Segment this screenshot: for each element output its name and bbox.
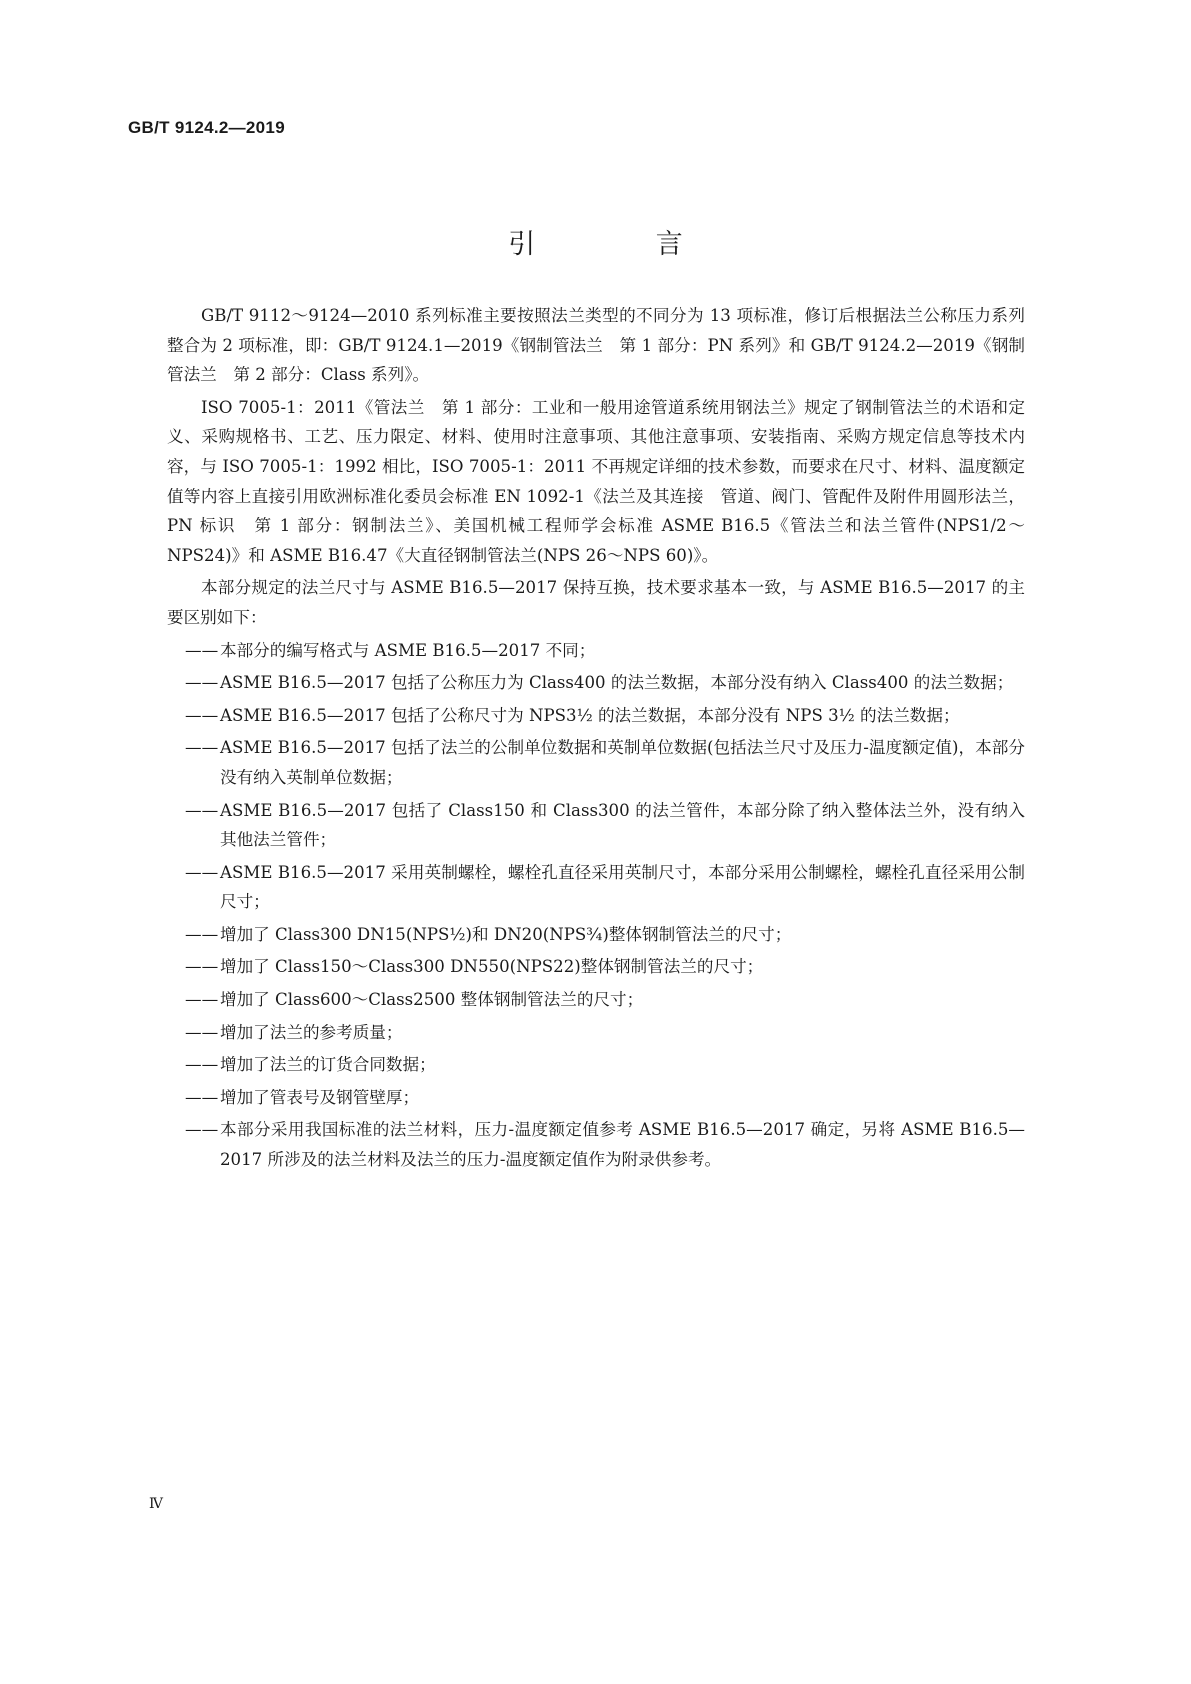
paragraph-series-overview: GB/T 9112～9124—2010 系列标准主要按照法兰类型的不同分为 13 项标准，修订后根据法兰公称压力系列整合为 2 项标准，即：GB/T 9124.1—2019《钢制管法兰 第 1 部分：PN 系列》和 GB/T 9124.2—2019《钢制管法兰 第 2 部分：Class 系列》。 <box>167 306 1025 385</box>
list-item-text: 增加了 Class300 DN15(NPS½)和 DN20(NPS¾)整体钢制管法兰的尺寸； <box>220 924 792 944</box>
dash-marker: —— <box>185 990 219 1010</box>
list-item-text: ASME B16.5—2017 包括了 Class150 和 Class300 的法兰管件，本部分除了纳入整体法兰外，没有纳入其他法兰管件； <box>220 800 1025 850</box>
list-item <box>167 1018 1025 1048</box>
list-item <box>167 858 1025 917</box>
document-code: GB/T 9124.2—2019 <box>128 118 285 137</box>
dash-marker: —— <box>185 738 219 758</box>
differences-list <box>167 636 1025 1175</box>
document-body <box>167 301 1025 1178</box>
list-item <box>167 636 1025 666</box>
list-item-text: 增加了管表号及钢管壁厚； <box>220 1087 420 1107</box>
page-number: Ⅳ <box>149 1496 163 1512</box>
list-item <box>167 733 1025 792</box>
list-item-text: 增加了法兰的参考质量； <box>220 1022 403 1042</box>
dash-marker: —— <box>185 673 219 693</box>
page-title: 引 言 <box>508 229 739 260</box>
list-item-text: 本部分的编写格式与 ASME B16.5—2017 不同； <box>220 640 596 660</box>
list-item <box>167 1083 1025 1113</box>
dash-marker: —— <box>185 1055 219 1075</box>
dash-marker: —— <box>185 1120 219 1140</box>
dash-marker: —— <box>185 705 219 725</box>
list-item <box>167 1115 1025 1174</box>
list-item <box>167 952 1025 982</box>
list-item <box>167 985 1025 1015</box>
dash-marker: —— <box>185 1022 219 1042</box>
dash-marker: —— <box>185 924 219 944</box>
dash-marker: —— <box>185 800 219 820</box>
dash-marker: —— <box>185 957 219 977</box>
dash-marker: —— <box>185 862 219 882</box>
list-item <box>167 1050 1025 1080</box>
dash-marker: —— <box>185 640 219 660</box>
list-item-text: 本部分采用我国标准的法兰材料，压力-温度额定值参考 ASME B16.5—2017 确定，另将 ASME B16.5—2017 所涉及的法兰材料及法兰的压力-温度额定值作为附录供参考。 <box>220 1120 1025 1170</box>
list-item-text: ASME B16.5—2017 包括了法兰的公制单位数据和英制单位数据(包括法兰尺寸及压力-温度额定值)，本部分没有纳入英制单位数据； <box>220 738 1025 787</box>
list-item-text: ASME B16.5—2017 采用英制螺栓，螺栓孔直径采用英制尺寸，本部分采用公制螺栓，螺栓孔直径采用公制尺寸； <box>220 862 1025 912</box>
dash-marker: —— <box>185 1087 219 1107</box>
paragraph-differences-intro: 本部分规定的法兰尺寸与 ASME B16.5—2017 保持互换，技术要求基本一致，与 ASME B16.5—2017 的主要区别如下： <box>167 578 1025 627</box>
paragraph-iso-reference: ISO 7005-1：2011《管法兰 第 1 部分：工业和一般用途管道系统用钢法兰》规定了钢制管法兰的术语和定义、采购规格书、工艺、压力限定、材料、使用时注意事项、其他注意事项、安装指南、采购方规定信息等技术内容，与 ISO 7005-1：1992 相比，ISO 7005-1：2011 不再规定详细的技术参数，而要求在尺寸、材料、温度额定值等内容上直接引用欧洲标准化委员会标准 EN 1092-1《法兰及其连接 管道、阀门、管配件及附件用圆形法兰，PN 标识 第 1 部分：钢制法兰》、美国机械工程师学会标准 ASME B16.5《管法兰和法兰管件(NPS1/2～NPS24)》和 ASME B16.47《大直径钢制管法兰(NPS 26～NPS 60)》。 <box>167 397 1025 565</box>
list-item-text: ASME B16.5—2017 包括了公称尺寸为 NPS3½ 的法兰数据，本部分没有 NPS 3½ 的法兰数据； <box>220 705 960 725</box>
list-item <box>167 701 1025 731</box>
list-item-text: 增加了法兰的订货合同数据； <box>220 1055 436 1075</box>
list-item-text: ASME B16.5—2017 包括了公称压力为 Class400 的法兰数据，本部分没有纳入 Class400 的法兰数据； <box>220 673 1014 693</box>
list-item <box>167 796 1025 855</box>
list-item <box>167 668 1025 698</box>
list-item-text: 增加了 Class150～Class300 DN550(NPS22)整体钢制管法兰的尺寸； <box>220 957 764 977</box>
list-item <box>167 920 1025 950</box>
list-item-text: 增加了 Class600～Class2500 整体钢制管法兰的尺寸； <box>220 990 644 1010</box>
